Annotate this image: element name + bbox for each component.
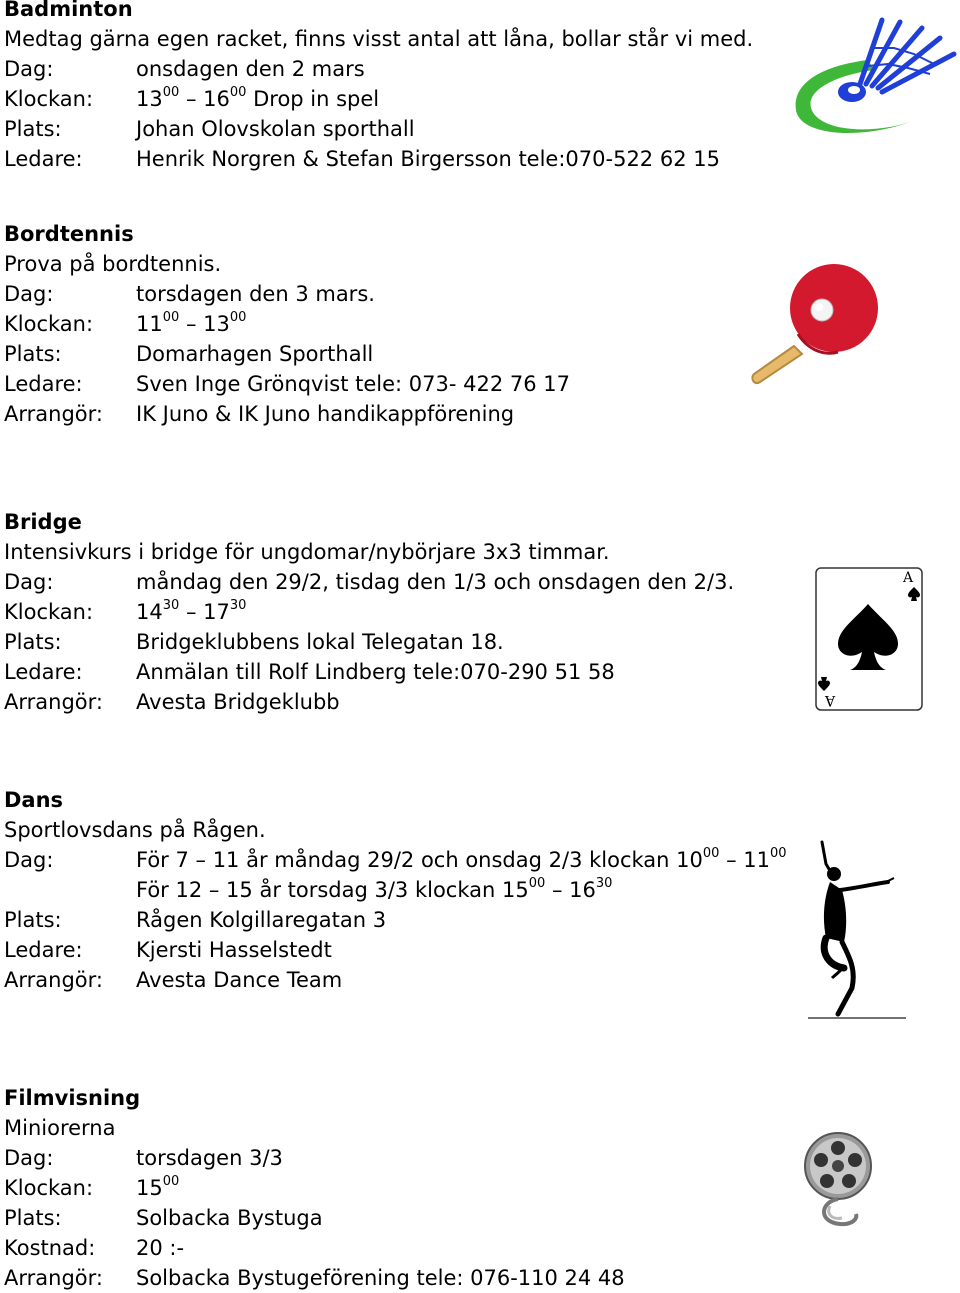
- ping-pong-paddle-icon: [748, 262, 884, 388]
- time-end-minutes: 00: [229, 310, 247, 325]
- time-start-minutes: 00: [162, 310, 180, 325]
- time-end-minutes: 30: [229, 598, 247, 613]
- label-klockan: Klockan:: [4, 600, 94, 624]
- info-row-dag: [4, 1143, 764, 1173]
- time-separator: –: [179, 600, 204, 624]
- value-ledare: Anmälan till Rolf Lindberg tele:070-290 51 58: [136, 660, 615, 684]
- time-start-minutes: 00: [162, 1174, 180, 1189]
- time-start-hour: 15: [136, 1176, 163, 1200]
- info-row-arrangor: [4, 399, 764, 429]
- info-row-ledare: [4, 369, 764, 399]
- value-klockan: [136, 309, 764, 339]
- dag-sup: 30: [595, 876, 613, 891]
- value-arrangor: IK Juno & IK Juno handikappförening: [136, 402, 515, 426]
- ace-of-spades-card-icon: [814, 566, 924, 712]
- label-dag: Dag:: [4, 282, 54, 306]
- info-row-dag: [4, 845, 787, 875]
- section-bridge: [4, 507, 764, 717]
- value-plats: Solbacka Bystuga: [136, 1206, 323, 1230]
- section-intro: Miniorerna: [4, 1116, 116, 1140]
- section-intro: Sportlovsdans på Rågen.: [4, 818, 266, 842]
- section-title: Bordtennis: [4, 222, 134, 246]
- info-row-arrangor: [4, 965, 764, 995]
- info-row-arrangor: [4, 687, 764, 717]
- value-plats: Rågen Kolgillaregatan 3: [136, 908, 387, 932]
- info-row-ledare: [4, 935, 764, 965]
- info-row-ledare: [4, 144, 764, 174]
- dag-sup: 00: [702, 846, 720, 861]
- time-end-hour: 13: [203, 312, 230, 336]
- info-row-plats: [4, 1203, 764, 1233]
- value-dag-group2: [136, 875, 764, 905]
- label-plats: Plats:: [4, 117, 62, 141]
- value-kostnad: 20 :-: [136, 1236, 185, 1260]
- section-title: Badminton: [4, 0, 133, 21]
- time-end-minutes: 00: [229, 85, 247, 100]
- info-row-plats: [4, 339, 764, 369]
- value-klockan: [136, 597, 764, 627]
- info-row-dag-continued: [4, 875, 764, 905]
- label-kostnad: Kostnad:: [4, 1236, 96, 1260]
- section-title: Dans: [4, 788, 64, 812]
- label-arrangor: Arrangör:: [4, 402, 103, 426]
- label-klockan: Klockan:: [4, 87, 94, 111]
- label-ledare: Ledare:: [4, 372, 83, 396]
- dag-text: För 7 – 11 år måndag 29/2 och onsdag 2/3 klockan 10: [136, 848, 703, 872]
- label-plats: Plats:: [4, 1206, 62, 1230]
- value-arrangor: Avesta Bridgeklubb: [136, 690, 340, 714]
- card-rank-bottom: A: [824, 692, 836, 708]
- time-end-hour: 16: [203, 87, 230, 111]
- time-separator: –: [179, 312, 204, 336]
- value-dag: onsdagen den 2 mars: [136, 57, 365, 81]
- time-start-minutes: 30: [162, 598, 180, 613]
- shuttlecock-icon: [790, 14, 958, 144]
- label-empty: [4, 875, 136, 905]
- dag-sup: 00: [528, 876, 546, 891]
- info-row-klockan: [4, 84, 764, 114]
- info-row-klockan: [4, 309, 764, 339]
- value-dag: torsdagen 3/3: [136, 1146, 283, 1170]
- info-row-plats: [4, 627, 764, 657]
- label-klockan: Klockan:: [4, 1176, 94, 1200]
- info-row-dag: [4, 279, 764, 309]
- info-row-klockan: [4, 597, 764, 627]
- card-rank-top: A: [902, 570, 914, 586]
- info-row-plats: [4, 905, 764, 935]
- label-plats: Plats:: [4, 342, 62, 366]
- info-row-kostnad: [4, 1233, 764, 1263]
- dag-sup: 00: [769, 846, 787, 861]
- section-intro: Intensivkurs i bridge för ungdomar/nybörjare 3x3 timmar.: [4, 540, 610, 564]
- value-arrangor: Avesta Dance Team: [136, 968, 343, 992]
- info-row-klockan: [4, 1173, 764, 1203]
- section-title: Filmvisning: [4, 1086, 141, 1110]
- section-intro: Prova på bordtennis.: [4, 252, 222, 276]
- time-start-minutes: 00: [162, 85, 180, 100]
- section-title: Bridge: [4, 510, 82, 534]
- info-row-ledare: [4, 657, 764, 687]
- value-dag: måndag den 29/2, tisdag den 1/3 och onsdagen den 2/3.: [136, 570, 735, 594]
- time-start-hour: 11: [136, 312, 163, 336]
- info-row-arrangor: [4, 1263, 764, 1293]
- label-dag: Dag:: [4, 1146, 54, 1170]
- value-klockan: [136, 1173, 764, 1203]
- value-ledare: Kjersti Hasselstedt: [136, 938, 332, 962]
- value-klockan: [136, 84, 764, 114]
- time-note: Drop in spel: [246, 87, 380, 111]
- label-dag: Dag:: [4, 848, 54, 872]
- label-arrangor: Arrangör:: [4, 1266, 103, 1290]
- dag-mid: – 16: [545, 878, 596, 902]
- value-plats: Bridgeklubbens lokal Telegatan 18.: [136, 630, 504, 654]
- time-separator: –: [179, 87, 204, 111]
- dancer-icon: [804, 838, 914, 1024]
- value-dag: torsdagen den 3 mars.: [136, 282, 375, 306]
- info-row-dag: [4, 567, 764, 597]
- section-intro: Medtag gärna egen racket, finns visst antal att låna, bollar står vi med.: [4, 27, 754, 51]
- time-start-hour: 13: [136, 87, 163, 111]
- film-reel-icon: [800, 1130, 880, 1230]
- time-end-hour: 17: [203, 600, 230, 624]
- section-filmvisning: [4, 1083, 764, 1293]
- label-plats: Plats:: [4, 630, 62, 654]
- label-arrangor: Arrangör:: [4, 968, 103, 992]
- dag-mid: – 11: [719, 848, 770, 872]
- value-dag-group1: [136, 845, 787, 875]
- label-arrangor: Arrangör:: [4, 690, 103, 714]
- label-ledare: Ledare:: [4, 660, 83, 684]
- dag-text: För 12 – 15 år torsdag 3/3 klockan 15: [136, 878, 529, 902]
- section-dans: [4, 785, 787, 995]
- label-ledare: Ledare:: [4, 147, 83, 171]
- label-dag: Dag:: [4, 57, 54, 81]
- time-start-hour: 14: [136, 600, 163, 624]
- section-badminton: [4, 0, 764, 174]
- info-row-dag: [4, 54, 764, 84]
- info-row-plats: [4, 114, 764, 144]
- value-ledare: Sven Inge Grönqvist tele: 073- 422 76 17: [136, 372, 571, 396]
- value-arrangor: Solbacka Bystugeförening tele: 076-110 24 48: [136, 1266, 625, 1290]
- section-bordtennis: [4, 219, 764, 429]
- label-plats: Plats:: [4, 908, 62, 932]
- value-plats: Johan Olovskolan sporthall: [136, 117, 415, 141]
- value-ledare: Henrik Norgren & Stefan Birgersson tele:070-522 62 15: [136, 147, 720, 171]
- label-dag: Dag:: [4, 570, 54, 594]
- label-ledare: Ledare:: [4, 938, 83, 962]
- value-plats: Domarhagen Sporthall: [136, 342, 374, 366]
- label-klockan: Klockan:: [4, 312, 94, 336]
